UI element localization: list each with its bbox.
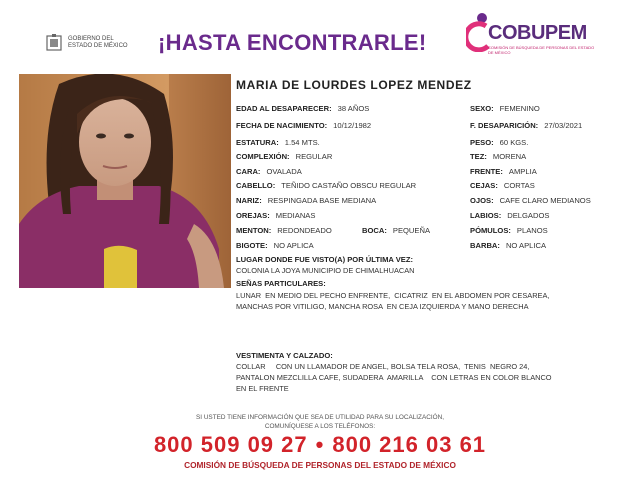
- field-label: OJOS:: [470, 196, 494, 205]
- state-emblem-icon: [46, 34, 62, 52]
- field-tez: [470, 151, 526, 162]
- field-value: REGULAR: [295, 152, 333, 161]
- particular-signs-line-1: LUNAR EN MEDIO DEL PECHO ENFRENTE, CICATRIZ EN EL ABDOMEN POR CESAREA,: [236, 291, 550, 300]
- field-bigote: [236, 240, 314, 251]
- field-label: BARBA:: [470, 241, 500, 250]
- field-cabello: [236, 180, 416, 191]
- field-value: CAFE CLARO MEDIANOS: [499, 196, 591, 205]
- field-value: NO APLICA: [505, 241, 547, 250]
- field-label: CABELLO:: [236, 181, 276, 190]
- field-complexion: [236, 151, 332, 162]
- field-label: PESO:: [470, 138, 494, 147]
- particular-signs-label: SEÑAS PARTICULARES:: [236, 279, 326, 288]
- field-menton: [236, 225, 332, 236]
- field-value: RESPINGADA BASE MEDIANA: [267, 196, 377, 205]
- field-label: PÓMULOS:: [470, 226, 511, 235]
- field-value: 1.54 MTS.: [284, 138, 320, 147]
- field-label: MENTON:: [236, 226, 272, 235]
- last-seen-value: COLONIA LA JOYA MUNICIPIO DE CHIMALHUACAN: [236, 266, 415, 275]
- clothing-line-2: PANTALON MEZCLILLA CAFE, SUDADERA AMARILLA CON LETRAS EN COLOR BLANCO: [236, 373, 552, 382]
- field-edad: [236, 103, 369, 114]
- field-estatura: [236, 137, 320, 148]
- headline: ¡HASTA ENCONTRARLE!: [158, 30, 427, 55]
- field-label: F. DESAPARICIÓN:: [470, 121, 539, 130]
- particular-signs-line-2: MANCHAS POR VITILIGO, MANCHA ROSA EN CEJA IZQUIERDA Y MANO DERECHA: [236, 302, 529, 311]
- info-note-line-1: SI USTED TIENE INFORMACIÓN QUE SEA DE UTILIDAD PARA SU LOCALIZACIÓN,: [196, 414, 444, 421]
- org-name: COBUPEM: [488, 22, 587, 44]
- field-value: REDONDEADO: [277, 226, 332, 235]
- last-seen-label: LUGAR DONDE FUE VISTO(A) POR ÚLTIMA VEZ:: [236, 255, 414, 264]
- field-ojos: [470, 195, 591, 206]
- field-label: SEXO:: [470, 104, 494, 113]
- field-peso: [470, 137, 528, 148]
- phone-separator: •: [315, 432, 325, 457]
- field-boca: [362, 225, 430, 236]
- field-label: CARA:: [236, 167, 261, 176]
- field-fecha-desaparicion: [470, 120, 582, 131]
- info-note-line-2: COMUNÍQUESE A LOS TELÉFONOS:: [264, 422, 376, 430]
- field-label: BOCA:: [362, 226, 387, 235]
- field-value: PEQUEÑA: [392, 226, 431, 235]
- org-subtitle: COMISIÓN DE BÚSQUEDA DE PERSONAS DEL ESTADO DE MÉXICO: [488, 45, 595, 55]
- clothing-line-3: EN EL FRENTE: [236, 384, 289, 393]
- info-note: [0, 414, 640, 431]
- field-label: COMPLEXIÓN:: [236, 152, 290, 161]
- field-label: BIGOTE:: [236, 241, 268, 250]
- person-portrait: [19, 74, 231, 288]
- field-label: EDAD AL DESAPARECER:: [236, 104, 332, 113]
- field-value: DELGADOS: [507, 211, 550, 220]
- field-value: FEMENINO: [499, 104, 540, 113]
- field-cejas: [470, 180, 535, 191]
- field-barba: [470, 240, 546, 251]
- field-value: NO APLICA: [273, 241, 314, 250]
- cobupem-logo: [466, 12, 606, 62]
- government-logo-text: GOBIERNO DEL ESTADO DE MÉXICO: [68, 36, 128, 49]
- field-cara: [236, 166, 302, 177]
- field-label: OREJAS:: [236, 211, 270, 220]
- phone-number-2[interactable]: 800 216 03 61: [332, 432, 487, 457]
- field-label: FECHA DE NACIMIENTO:: [236, 121, 328, 130]
- field-value: MORENA: [492, 152, 527, 161]
- field-fecha-nacimiento: [236, 120, 371, 131]
- field-value: PLANOS: [516, 226, 548, 235]
- field-frente: [470, 166, 537, 177]
- missing-person-photo: [19, 74, 231, 288]
- field-sexo: [470, 103, 540, 114]
- clothing-label: VESTIMENTA Y CALZADO:: [236, 351, 333, 360]
- field-value: CORTAS: [503, 181, 535, 190]
- field-value: TEÑIDO CASTAÑO OBSCU REGULAR: [281, 181, 417, 190]
- government-logo: [46, 34, 128, 52]
- person-name: MARIA DE LOURDES LOPEZ MENDEZ: [236, 78, 472, 92]
- field-labios: [470, 210, 549, 221]
- field-value: AMPLIA: [508, 167, 537, 176]
- phone-numbers: [0, 432, 640, 458]
- field-nariz: [236, 195, 376, 206]
- field-orejas: [236, 210, 315, 221]
- field-pomulos: [470, 225, 548, 236]
- field-label: NARIZ:: [236, 196, 262, 205]
- field-label: LABIOS:: [470, 211, 502, 220]
- field-label: CEJAS:: [470, 181, 498, 190]
- field-label: TEZ:: [470, 152, 487, 161]
- field-label: FRENTE:: [470, 167, 503, 176]
- field-value: 38 AÑOS: [337, 104, 370, 113]
- clothing-line-1: COLLAR CON UN LLAMADOR DE ANGEL, BOLSA TELA ROSA, TENIS NEGRO 24,: [236, 362, 530, 371]
- field-value: 60 KGS.: [499, 138, 529, 147]
- field-value: OVALADA: [266, 167, 302, 176]
- field-label: ESTATURA:: [236, 138, 279, 147]
- commission-name: COMISIÓN DE BÚSQUEDA DE PERSONAS DEL ESTADO DE MÉXICO: [184, 460, 456, 470]
- field-value: 27/03/2021: [544, 121, 583, 130]
- phone-number-1[interactable]: 800 509 09 27: [153, 432, 308, 457]
- field-value: MEDIANAS: [275, 211, 316, 220]
- field-value: 10/12/1982: [333, 121, 372, 130]
